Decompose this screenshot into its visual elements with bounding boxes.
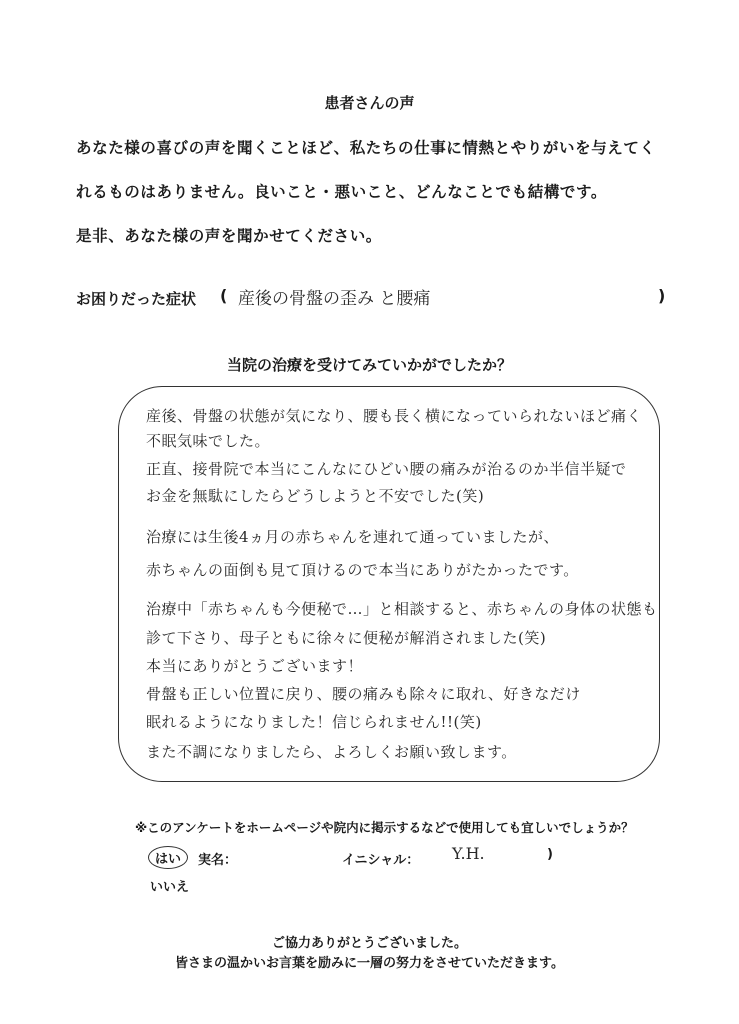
- symptom-label: お困りだった症状: [76, 290, 197, 308]
- answer-line: また不調になりましたら、よろしくお願い致します。: [146, 743, 517, 761]
- answer-line: 正直、接骨院で本当にこんなにひどい腰の痛みが治るのか半信半疑で: [146, 460, 627, 478]
- symptom-close-paren: ): [658, 286, 666, 305]
- answer-line: 本当にありがとうございます！: [146, 657, 364, 675]
- symptom-row: [72, 284, 672, 310]
- consent-yes-option: はい: [148, 846, 188, 869]
- answer-line: 眠れるようになりました！信じられません!!(笑): [146, 713, 482, 731]
- consent-question: ※このアンケートをホームページや院内に掲示するなどで使用しても宜しいでしょうか？: [135, 820, 634, 835]
- initials-value: Y.H.: [452, 844, 485, 863]
- answer-line: お金を無駄にしたらどうしようと不安でした(笑): [146, 487, 485, 505]
- real-name-label: 実名：: [198, 853, 238, 868]
- initials-label: イニシャル：: [342, 853, 420, 868]
- answer-line: 赤ちゃんの面倒も見て頂けるので本当にありがたかったです。: [146, 561, 579, 579]
- treatment-question: 当院の治療を受けてみていかがでしたか？: [226, 356, 512, 374]
- answer-line: 骨盤も正しい位置に戻り、腰の痛みも除々に取れ、好きなだけ: [146, 685, 581, 703]
- intro-line-2: れるものはありません。良いこと・悪いこと、どんなことでも結構です。: [76, 183, 607, 201]
- symptom-value: 産後の骨盤の歪み と腰痛: [238, 289, 431, 309]
- thanks-line-2: 皆さまの温かいお言葉を励みに一層の努力をさせていただきます。: [175, 956, 564, 971]
- answer-line: 治療中「赤ちゃんも今便秘で…」と相談すると、赤ちゃんの身体の状態も: [146, 600, 658, 618]
- consent-no-option: いいえ: [150, 880, 190, 895]
- answer-line: 産後、骨盤の状態が気になり、腰も長く横になっていられないほど痛く: [146, 407, 643, 425]
- answer-line: 診て下さり、母子ともに徐々に便秘が解消されました(笑): [146, 629, 547, 647]
- answer-line: 治療には生後4ヵ月の赤ちゃんを連れて通っていましたが、: [146, 528, 560, 546]
- initials-close-paren: ): [547, 847, 553, 862]
- answer-line: 不眠気味でした。: [146, 432, 271, 450]
- intro-line-1: あなた様の喜びの声を聞くことほど、私たちの仕事に情熱とやりがいを与えてく: [76, 139, 656, 157]
- page-title: 患者さんの声: [324, 94, 415, 112]
- thanks-line-1: ご協力ありがとうございました。: [271, 936, 467, 951]
- intro-line-3: 是非、あなた様の声を聞かせてください。: [76, 227, 382, 245]
- symptom-open-paren: (: [220, 286, 228, 305]
